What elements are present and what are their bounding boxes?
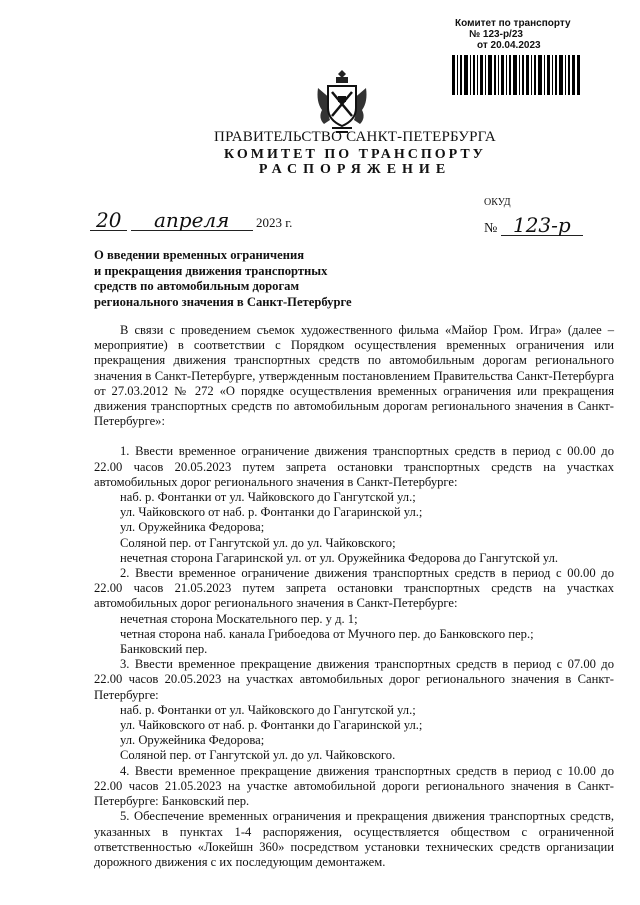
number-prefix: № [484,221,498,236]
document-date [90,210,292,231]
preamble: В связи с проведением съемок художественного фильма «Майор Гром. Игра» (далее – мероприятие) в соответствии с Порядком осуществления временных ограничения или прекращения движения транспортных средств по автомобильным дорогам регионального значения в Санкт-Петербурге, утвержденным постановлением Правительства Санкт-Петербурга от 27.03.2012 № 272 «О порядке осуществления временных ограничения или прекращения движения транспортных средств по автомобильным дорогам регионального значения в Санкт-Петербурге»: [94,323,614,429]
point-2-item: Банковский пер. [120,642,208,657]
point-2: 2. Ввести временное ограничение движения транспортных средств в период с 00.00 до 22.00 часов 21.05.2023 путем запрета остановки транспортных средств на участках автомобильных дорог регионального значения в Санкт-Петербурге: [94,566,614,611]
point-1-item: Соляной пер. от Гангутской ул. до ул. Чайковского; [120,535,396,550]
number-value: 123-р [501,215,583,236]
point-2-item: четная сторона наб. канала Грибоедова от Мучного пер. до Банковского пер.; [120,626,534,641]
committee-title: КОМИТЕТ ПО ТРАНСПОРТУ [224,147,486,162]
point-3: 3. Ввести временное прекращение движения транспортных средств в период с 07.00 до 22.00 часов 20.05.2023 на участках автомобильных дорог регионального значения в Санкт-Петербурге: [94,657,614,702]
subject-line: О введении временных ограничения [94,248,305,262]
document-number [484,215,583,237]
registration-stamp [455,18,585,51]
point-1-item: ул. Чайковского от наб. р. Фонтанки до Гагаринской ул.; [120,505,423,520]
document-body [94,323,614,870]
barcode [452,55,580,95]
date-month: апреля [131,210,253,231]
government-title: ПРАВИТЕЛЬСТВО САНКТ-ПЕТЕРБУРГА [214,129,496,145]
subject-line: регионального значения в Санкт-Петербурге [94,294,352,309]
point-3-item: наб. р. Фонтанки от ул. Чайковского до Гангутской ул.; [120,702,416,717]
date-year: 2023 г. [255,215,293,230]
okud-label: ОКУД [484,197,511,208]
point-2-item: нечетная сторона Москательного пер. у д. 1; [120,611,358,626]
document-type: РАСПОРЯЖЕНИЕ [258,162,452,177]
date-day: 20 [90,210,127,231]
point-1: 1. Ввести временное ограничение движения транспортных средств в период с 00.00 до 22.00 часов 20.05.2023 путем запрета остановки транспортных средств на участках автомобильных дорог регионального значения в Санкт-Петербурге: [94,444,614,489]
point-3-item: ул. Оружейника Федорова; [120,733,265,748]
stamp-line-1: Комитет по транспорту [455,18,571,29]
point-1-item: ул. Оружейника Федорова; [120,520,265,535]
coat-of-arms-icon [314,66,370,136]
point-1-item: наб. р. Фонтанки от ул. Чайковского до Гангутской ул.; [120,490,416,505]
stamp-line-2: № 123-р/23 [469,29,523,40]
stamp-line-3: от 20.04.2023 [477,40,541,51]
point-3-item: ул. Чайковского от наб. р. Фонтанки до Гагаринской ул.; [120,718,423,733]
point-3-item: Соляной пер. от Гангутской ул. до ул. Чайковского. [120,748,396,763]
point-4: 4. Ввести временное прекращение движения транспортных средств в период с 10.00 до 22.00 часов 21.05.2023 на участке автомобильной дороги регионального значения в Санкт-Петербурге: Банковский пер. [94,763,614,809]
subject-line: и прекращения движения транспортных [94,263,328,278]
document-subject [94,248,394,310]
point-1-item: нечетная сторона Гагаринской ул. от ул. Оружейника Федорова до Гангутской ул. [120,550,559,565]
subject-line: средств по автомобильным дорогам [94,279,300,293]
point-5: 5. Обеспечение временных ограничения и прекращения движения транспортных средств, указанных в пунктах 1-4 распоряжения, осуществляется обществом с ограниченной ответственностью «Локейшн 360» посредством установки технических средств организации дорожного движения с их последующим демонтажем. [94,809,614,869]
